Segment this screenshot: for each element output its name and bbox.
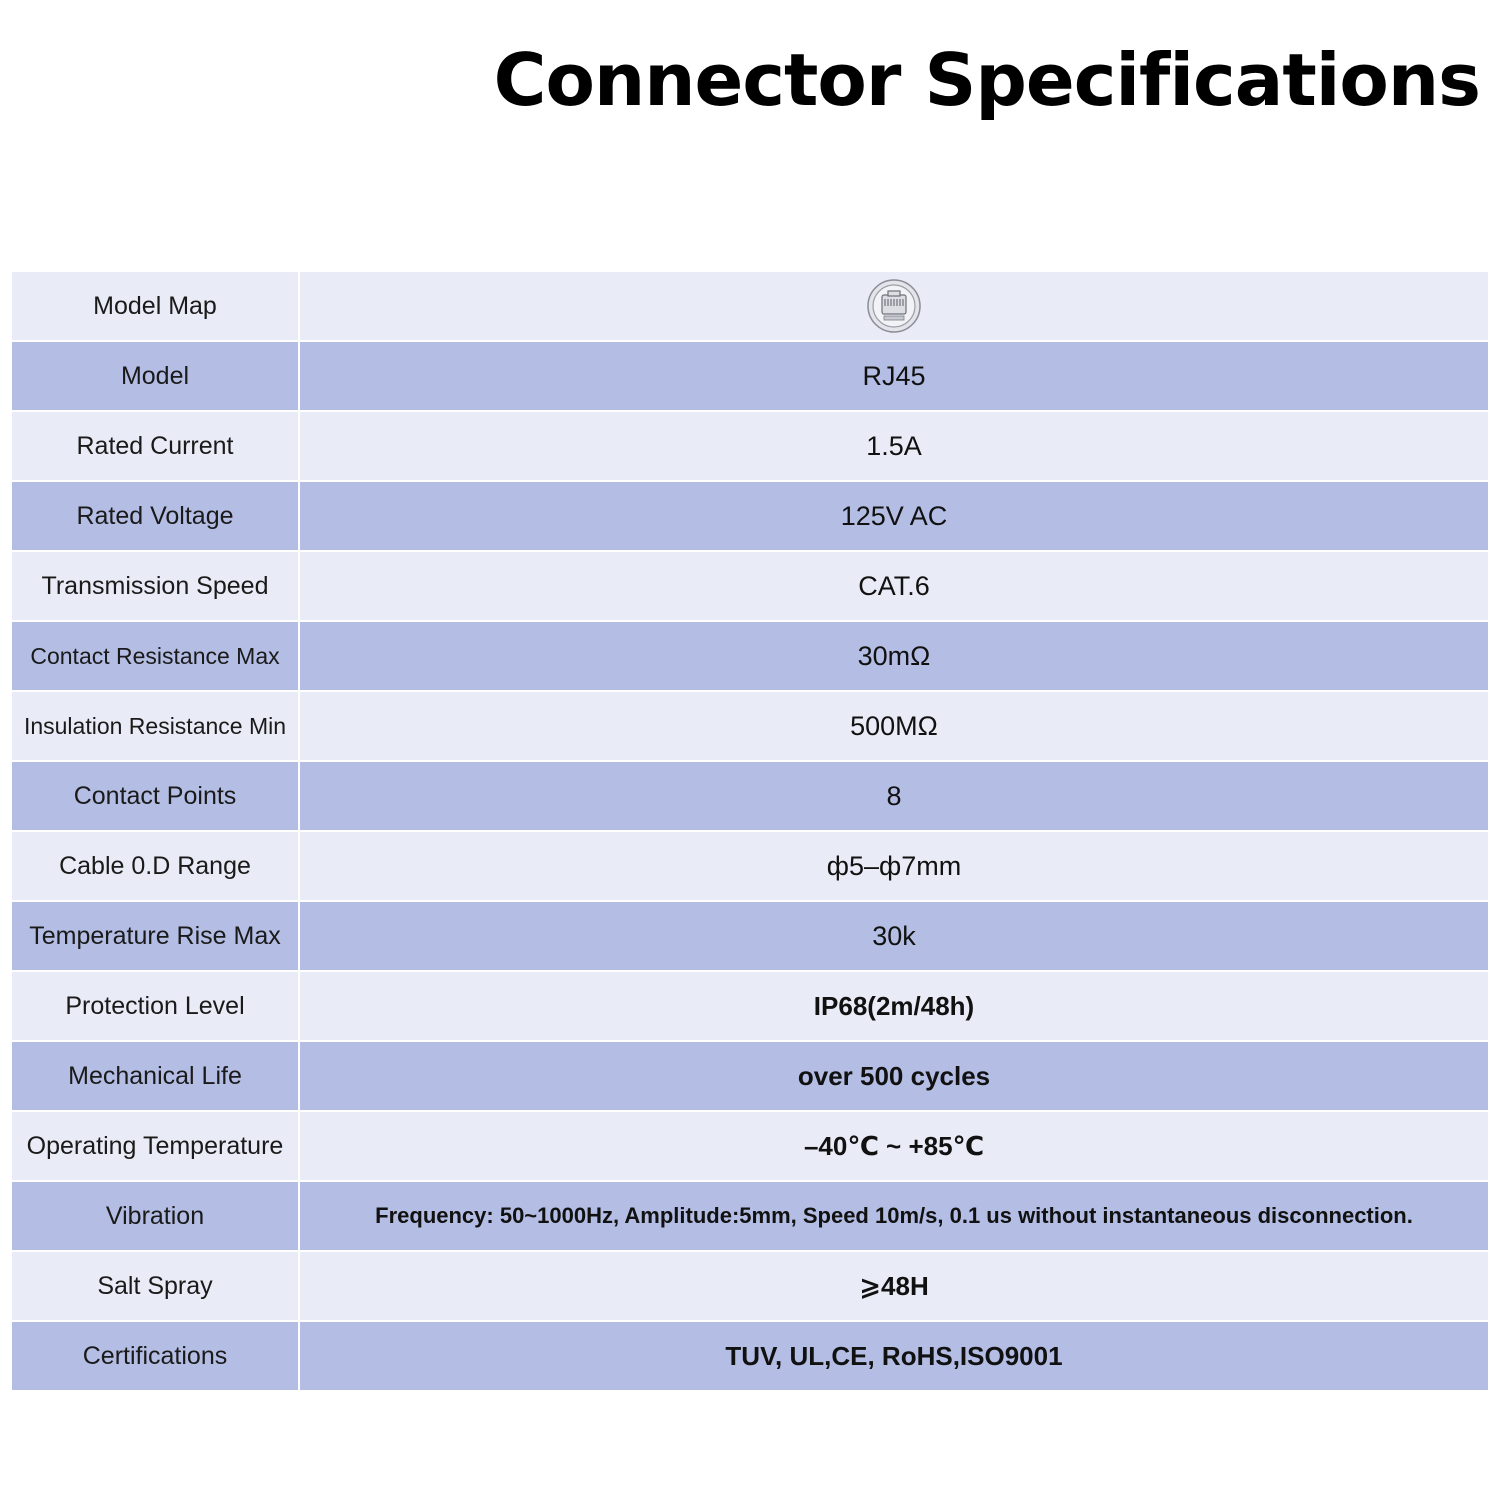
spec-value: Frequency: 50~1000Hz, Amplitude:5mm, Speed 10m/s, 0.1 us without instantaneous disconnection. <box>300 1182 1488 1252</box>
spec-value: 8 <box>300 762 1488 832</box>
spec-label: Contact Points <box>12 762 300 832</box>
spec-value: ⩾48H <box>300 1252 1488 1322</box>
spec-value: RJ45 <box>300 342 1488 412</box>
spec-label: Operating Temperature <box>12 1112 300 1182</box>
spec-label: Model Map <box>12 272 300 342</box>
spec-label: Salt Spray <box>12 1252 300 1322</box>
spec-label: Mechanical Life <box>12 1042 300 1112</box>
spec-row-model-map <box>12 272 1488 342</box>
spec-value: CAT.6 <box>300 552 1488 622</box>
spec-value: 500MΩ <box>300 692 1488 762</box>
spec-row-rated-voltage <box>12 482 1488 552</box>
spec-value: TUV, UL,CE, RoHS,ISO9001 <box>300 1322 1488 1392</box>
spec-label: Contact Resistance Max <box>12 622 300 692</box>
spec-value: –40℃ ~ +85℃ <box>300 1112 1488 1182</box>
spec-row-cable-od-range <box>12 832 1488 902</box>
spec-label: Rated Current <box>12 412 300 482</box>
spec-table <box>12 272 1488 1392</box>
spec-row-vibration <box>12 1182 1488 1252</box>
spec-label: Transmission Speed <box>12 552 300 622</box>
spec-row-certifications <box>12 1322 1488 1392</box>
spec-label: Certifications <box>12 1322 300 1392</box>
spec-row-contact-points <box>12 762 1488 832</box>
spec-row-mechanical-life <box>12 1042 1488 1112</box>
spec-value: IP68(2m/48h) <box>300 972 1488 1042</box>
spec-label: Insulation Resistance Min <box>12 692 300 762</box>
spec-row-operating-temperature <box>12 1112 1488 1182</box>
spec-value: 30k <box>300 902 1488 972</box>
rj45-connector-icon <box>866 278 922 334</box>
spec-row-transmission-speed <box>12 552 1488 622</box>
spec-row-insulation-resistance <box>12 692 1488 762</box>
spec-label: Protection Level <box>12 972 300 1042</box>
spec-value: ф5–ф7mm <box>300 832 1488 902</box>
spec-row-protection-level <box>12 972 1488 1042</box>
spec-label: Model <box>12 342 300 412</box>
spec-value: 125V AC <box>300 482 1488 552</box>
spec-row-model <box>12 342 1488 412</box>
spec-label: Cable 0.D Range <box>12 832 300 902</box>
spec-label: Vibration <box>12 1182 300 1252</box>
spec-label: Rated Voltage <box>12 482 300 552</box>
spec-row-temperature-rise <box>12 902 1488 972</box>
spec-row-salt-spray <box>12 1252 1488 1322</box>
spec-row-rated-current <box>12 412 1488 482</box>
spec-value: over 500 cycles <box>300 1042 1488 1112</box>
page-title: Connector Specifications <box>493 38 1480 122</box>
spec-value: 1.5A <box>300 412 1488 482</box>
spec-label: Temperature Rise Max <box>12 902 300 972</box>
spec-value: 30mΩ <box>300 622 1488 692</box>
spec-value-model-map <box>300 272 1488 342</box>
spec-row-contact-resistance <box>12 622 1488 692</box>
